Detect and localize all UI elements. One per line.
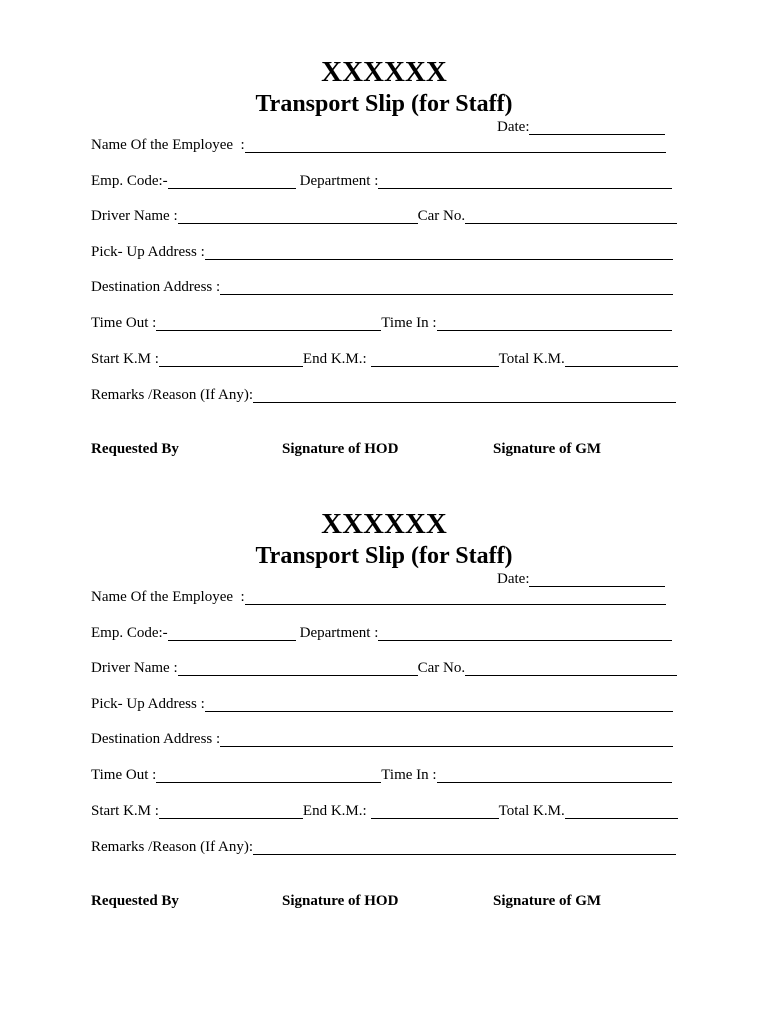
pickup-address-field: [91, 695, 673, 713]
car-no-blank[interactable]: [465, 659, 677, 676]
total-km-label: Total K.M.: [498, 803, 565, 819]
remarks-field: [91, 386, 676, 404]
requested-by-label: Requested By: [91, 441, 179, 457]
transport-slip-2: [0, 452, 768, 909]
emp-code-department-row: [91, 172, 672, 190]
time-in-blank[interactable]: [437, 314, 672, 331]
emp-code-label: Emp. Code:-: [91, 173, 168, 189]
time-out-label: Time Out :: [91, 767, 157, 783]
time-row: [91, 766, 672, 784]
requested-by-label: Requested By: [91, 893, 179, 909]
time-in-label: Time In :: [381, 767, 437, 783]
start-km-blank[interactable]: [159, 350, 303, 367]
start-km-blank[interactable]: [159, 802, 303, 819]
end-km-label: End K.M.:: [302, 803, 367, 819]
car-no-blank[interactable]: [465, 207, 677, 224]
driver-name-label: Driver Name :: [91, 208, 178, 224]
destination-address-field: [91, 730, 673, 748]
time-in-label: Time In :: [381, 315, 437, 331]
driver-car-row: [91, 207, 677, 225]
date-blank[interactable]: [529, 118, 665, 135]
total-km-label: Total K.M.: [498, 351, 565, 367]
remarks-field: [91, 838, 676, 856]
signature-gm-label: Signature of GM: [493, 893, 602, 909]
remarks-blank[interactable]: [253, 386, 676, 403]
slip-title: Transport Slip (for Staff): [255, 91, 513, 117]
car-no-label: Car No.: [417, 208, 466, 224]
employee-name-field: [91, 588, 666, 606]
driver-name-blank[interactable]: [178, 207, 418, 224]
pickup-address-blank[interactable]: [205, 243, 673, 260]
end-km-blank[interactable]: [371, 350, 499, 367]
driver-car-row: [91, 659, 677, 677]
driver-name-label: Driver Name :: [91, 660, 178, 676]
department-label: Department :: [299, 625, 379, 641]
pickup-address-blank[interactable]: [205, 695, 673, 712]
date-label: Date:: [497, 571, 530, 587]
emp-code-label: Emp. Code:-: [91, 625, 168, 641]
start-km-label: Start K.M :: [91, 803, 159, 819]
remarks-label: Remarks /Reason (If Any):: [91, 839, 254, 855]
time-row: [91, 314, 672, 332]
start-km-label: Start K.M :: [91, 351, 159, 367]
date-field: [497, 570, 665, 588]
signature-hod-label: Signature of HOD: [282, 441, 399, 457]
pickup-address-label: Pick- Up Address :: [91, 696, 205, 712]
destination-address-blank[interactable]: [220, 730, 673, 747]
remarks-label: Remarks /Reason (If Any):: [91, 387, 254, 403]
total-km-blank[interactable]: [565, 802, 678, 819]
employee-name-blank[interactable]: [245, 136, 666, 153]
employee-name-label: Name Of the Employee :: [91, 137, 245, 153]
pickup-address-field: [91, 243, 673, 261]
transport-slip-1: [0, 0, 768, 457]
pickup-address-label: Pick- Up Address :: [91, 244, 205, 260]
destination-address-label: Destination Address :: [91, 279, 221, 295]
remarks-blank[interactable]: [253, 838, 676, 855]
destination-address-label: Destination Address :: [91, 731, 221, 747]
employee-name-label: Name Of the Employee :: [91, 589, 245, 605]
km-row: [91, 802, 678, 820]
km-row: [91, 350, 678, 368]
time-out-blank[interactable]: [156, 766, 381, 783]
date-blank[interactable]: [529, 570, 665, 587]
department-blank[interactable]: [378, 624, 672, 641]
employee-name-blank[interactable]: [245, 588, 666, 605]
time-in-blank[interactable]: [437, 766, 672, 783]
time-out-label: Time Out :: [91, 315, 157, 331]
department-blank[interactable]: [378, 172, 672, 189]
time-out-blank[interactable]: [156, 314, 381, 331]
signature-gm-label: Signature of GM: [493, 441, 602, 457]
destination-address-field: [91, 278, 673, 296]
driver-name-blank[interactable]: [178, 659, 418, 676]
car-no-label: Car No.: [417, 660, 466, 676]
signature-hod-label: Signature of HOD: [282, 893, 399, 909]
end-km-label: End K.M.:: [302, 351, 367, 367]
total-km-blank[interactable]: [565, 350, 678, 367]
company-name: XXXXXX: [321, 56, 447, 88]
department-label: Department :: [299, 173, 379, 189]
emp-code-blank[interactable]: [168, 624, 296, 641]
company-name: XXXXXX: [321, 508, 447, 540]
employee-name-field: [91, 136, 666, 154]
destination-address-blank[interactable]: [220, 278, 673, 295]
end-km-blank[interactable]: [371, 802, 499, 819]
emp-code-department-row: [91, 624, 672, 642]
date-field: [497, 118, 665, 136]
date-label: Date:: [497, 119, 530, 135]
slip-title: Transport Slip (for Staff): [255, 543, 513, 569]
emp-code-blank[interactable]: [168, 172, 296, 189]
